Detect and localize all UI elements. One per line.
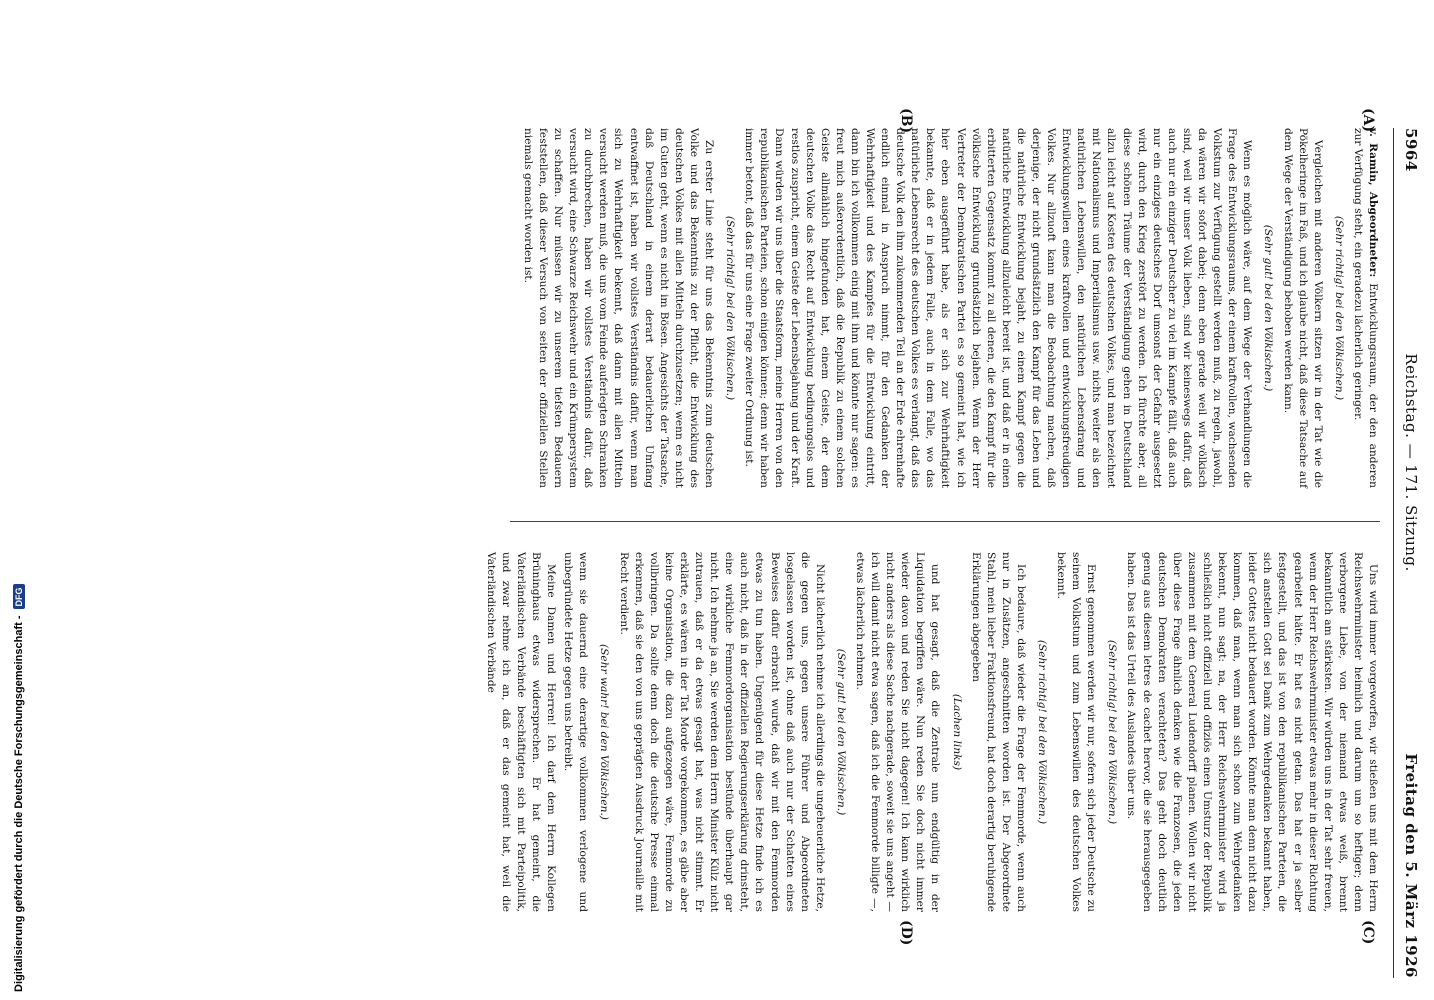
paragraph: Uns wird immer vorgeworfen, wir stießen uns mit dem Herrn Reichswehrminister heimlich und darum um so heftiger; denn verborgene Liebe, von der niemand etwas weiß, brennt bekanntlich am stärksten. Wir würden uns in der Tat sehr freuen, wenn der Herr Reichswehrminister etwas mehr in dieser Richtung gearbeitet hätte. Er hat es nicht getan. Das hat er ja selber festgestellt, und das ist von den republikanischen Parteien, die sich anstellen Gott sei Dank zum Wehrgedanken bekannt haben, leider Gottes nicht bedauert worden. Könnte man denn nicht dazu kommen, daß man, wenn man sich schon zum Wehrgedanken bekennt, nun sagt: na, der Herr Reichswehrminister wird ja schließlich nicht offiziell und offiziös einen Umsturz der Republik zusammen mit dem General Ludendorff planen. Wollen wir nicht über diese Frage ähnlich denken wie die Franzosen, die jeden deutschen Demokraten verachteten? Das geht doch deutlich genug aus diesem letres de cachet hervor, die sie herausgegeben haben. Das ist das Urteil des Auslandes über uns. bbox=[1125, 552, 1379, 912]
reaction: (Sehr richtig! bei den Völkischen.) bbox=[1036, 639, 1049, 825]
paragraph: Ernst genommen werden wir nur, sofern sich jeder Deutsche zu seinem Volkstum und zum Lebenswillen des deutschen Volkes bekennt. bbox=[1055, 552, 1098, 912]
paragraph: Nicht lächerlich nehme ich allerdings die ungeheuerliche Hetze, die gegen uns, gegen unsere Führer und Abgeordneten losgelassen worden ist, ohne daß auch nur der Schatten eines Beweises dafür erbracht wurde, daß wir mit den Femmorden etwas zu tun haben. Ungenügend für diese Hetze finde ich es auch nicht, daß in der offiziellen Regierungserklärung drinsteht, eine wirkliche Femmordorganisation bestünde überhaupt gar nicht. Ich nehme ja an, Sie werden dem Herrn Minister Külz nicht zutrauen, daß er da etwas gesagt hat, was nicht stimmt. Er erklärte, es wären in der Tat Morde vorgekommen, es gäbe aber keine Organisation, die dazu aufgezogen wäre, Femmorde zu vollbringen. Da sollte denn doch die deutsche Presse einmal erkennen, daß sie den von uns geprägten Ausdruck Journaille mit Recht verdient. bbox=[617, 552, 826, 912]
paragraph: Wenn es möglich wäre, auf dem Wege der Verhandlungen die Frage des Entwicklungsraums, der einem kraftvollen, wachsenden Volkstum zur Verfügung gestellt werden muß, zu regeln, jawohl, da wären wir sofort dabei; denn eben gerade weil wir völkisch sind, weil wir unser Volk lieben, sind wir keineswegs dafür, daß auch nur ein einziger Deutscher zu viel im Kampfe fällt, daß auch nur ein einziges deutsches Dorf umsonst der Gefahr ausgesetzt wird, durch den Krieg zerstört zu werden. Ich fürchte aber, all diese schönen Träume der Verständigung gehen in Deutschland allzu leicht auf Kosten des deutschen Volkes, und man bezeichnet mit Nationalismus und Imperialismus usw. nichts weiter als den natürlichen Lebenswillen, den natürlichen Lebensdrang und Entwicklungswillen eines kraftvollen und entwicklungsfreudigen Volkes. Nur allzuoft kann man die Beobachtung machen, daß derjenige, der nicht grundsätzlich den Kampf für das Leben und die natürliche Entwicklung bejaht, zu einem Kampf gegen die natürliche Entwicklung allzuleicht bereit ist, und daß er in einen erbitterten Gegensatz kommt zu all denen, die den Kampf für die völkische Entwicklung grundsätzlich bejahen. Wenn der Herr Vertreter der Demokratischen Partei es so gemeint hat, wie ich hier eben ausgeführt habe, als er sich zur Wehrhaftigkeit bekannte, daß er in jedem Falle, auch in dem Falle, wo das natürliche Lebensrecht des deutschen Volkes es verlangt, daß das deutsche Volk den ihm zukommenden Teil an der Erde ehrenhafte endlich einmal in Anspruch nimmt, für den Gedanken der Wehrhaftigkeit und des Kampfes für die Entwicklung eintritt, dann bin ich vollkommen einig mit ihm und könnte nur sagen: es freut mich außerordentlich, daß die Republik zu einem solchen Geiste allmählich hingefunden hat, einem Geiste, der dem deutschen Volke das Recht auf Entwicklung bedingungslos und restlos zuspricht, einem Geiste der Lebensbejahung und der Kraft. Dann würden wir uns über die Staatsform, meine Herren von den republikanischen Parteien, schon einigen können; denn wir haben immer betont, daß das für uns eine Frage zweiter Ordnung ist. bbox=[743, 128, 1254, 488]
page-number: 5964 bbox=[1402, 128, 1420, 172]
speaker-name: v. Ramin, Abgeordneter: bbox=[1367, 128, 1379, 278]
column-separator bbox=[510, 521, 1380, 522]
reaction: (Lachen links) bbox=[950, 693, 963, 771]
paragraph: Meine Damen und Herren! Ich darf dem Herrn Kollegen Brüninghaus etwas widersprechen. Er hat gemeint, die Vaterländischen Verbände beschäftigten sich mit Parteipolitik, und zwar nehme ich an, daß er das gemeint hat, weil die Vaterländischen Verbände bbox=[484, 552, 558, 912]
session-date: Freitag den 5. März 1926 bbox=[1402, 753, 1420, 978]
dfg-logo: DFG bbox=[13, 584, 25, 609]
session-title: Reichstag. — 171. Sitzung. bbox=[1402, 353, 1420, 572]
reaction: (Sehr richtig! bei den Völkischen.) bbox=[724, 215, 737, 401]
left-column bbox=[518, 128, 1380, 488]
paragraph bbox=[1350, 128, 1380, 488]
reaction: (Sehr gut! bei den Völkischen.) bbox=[1262, 224, 1275, 392]
paragraph: Zu erster Linie steht für uns das Bekenntnis zum deutschen Volke und das Bekenntnis zu der Pflicht, die Entwicklung des deutschen Volkes mit allen Mitteln durchzusetzen; wenn es nicht im Guten geht, wenn es nicht im Bösen. Angesichts der Tatsache, daß Deutschland in einem derart bedauerlichen Umfang entwaffnet ist, haben wir vollstes Verständnis dafür, wenn man sich zu Wehrhaftigkeit bekennt, daß dann mit allen Mitteln versucht werden muß, die uns vom Feinde auferlegten Schranken zu durchbrechen, haben wir vollstes Verständnis dafür, daß versucht wird, eine Schwarze Reichswehr und ein Krümpersystem zu schaffen. Nur müssen wir zu unserem tiefsten Bedauern feststellen, daß dieser Versuch von seiten der offiziellen Stellen niemals gemacht worden ist. bbox=[521, 128, 716, 488]
credit-text: Digitalisierung gefördert durch die Deutsche Forschungsgemeinschaft - bbox=[13, 615, 25, 992]
paragraph: Ich bedaure, daß wieder die Frage der Femmorde, wenn auch nur in Zusätzen, angeschnitten worden ist. Der Abgeordnete Stahl, mein lieber Fraktionsfreund, hat doch derartig beruhigende Erklärungen abgegeben bbox=[969, 552, 1027, 912]
digitization-credit bbox=[0, 0, 26, 1000]
reaction: (Sehr richtig! bei den Völkischen.) bbox=[1106, 639, 1119, 825]
paragraph: wenn sie dauernd eine derartige vollkommen verlogene und unbegründete Hetze gegen uns betreibt. bbox=[562, 552, 590, 912]
right-column bbox=[481, 552, 1380, 912]
margin-marker-a: (A) bbox=[1360, 108, 1376, 133]
paragraph: Vergleichen mit anderen Völkern sitzen wir in der Tat wie die Pökelheringe im Faß, und ich glaube nicht, daß diese Tatsache auf dem Wege der Verständigung behoben werden kann. bbox=[1281, 128, 1324, 488]
page-header bbox=[1396, 128, 1426, 978]
margin-marker-c: (C) bbox=[1360, 920, 1376, 945]
reaction: (Sehr wahr! bei den Völkischen.) bbox=[598, 644, 611, 820]
margin-marker-b: (B) bbox=[898, 108, 914, 134]
margin-marker-d: (D) bbox=[898, 920, 914, 946]
header-rule bbox=[1393, 128, 1394, 978]
reaction: (Sehr richtig! bei den Völkischen.) bbox=[1332, 215, 1345, 401]
paragraph: und hat gesagt, daß die Zentrale nun endgültig in der Liquidation begriffen wäre. Nun reden Sie doch nicht immer wieder davon und reden Sie nicht dagegen! Ich kann wirklich nicht anders als diese Sache nachgerade, soweit sie uns angeht — ich will damit nicht etwa sagen, daß ich die Femmorde billigte —, etwas lächerlich nehmen. bbox=[854, 552, 942, 912]
paragraph-text: Entwicklungsraum, der den anderen zur Verfügung steht, ein geradezu lächerlich geringer. bbox=[1351, 128, 1379, 488]
reaction: (Sehr gut! bei den Völkischen.) bbox=[834, 648, 847, 816]
